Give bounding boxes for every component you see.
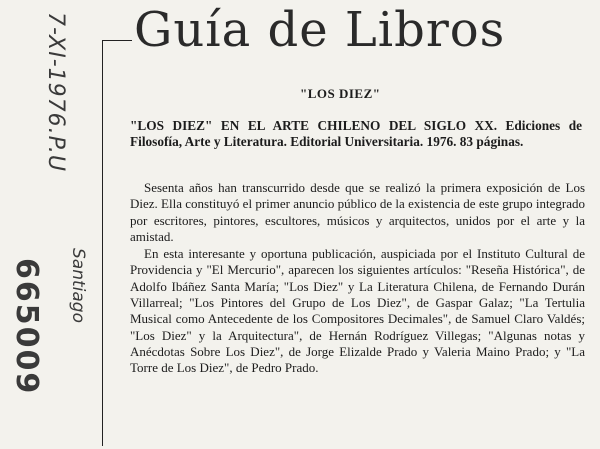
handwritten-place: Santiago (68, 248, 88, 323)
column-masthead: Guía de Libros (134, 2, 506, 58)
book-reference-heading: "LOS DIEZ" EN EL ARTE CHILENO DEL SIGLO XX. Ediciones de Filosofía, Arte y Literatura. Editorial Universitaria. 1976. 83 páginas. (130, 118, 582, 149)
article-body (130, 180, 585, 377)
handwritten-catalog-number: 665009 (9, 258, 44, 396)
section-title: "LOS DIEZ" (300, 86, 381, 101)
handwritten-date: 7-XI-1976.P.U (43, 12, 68, 172)
article-paragraph: Sesenta años han transcurrido desde que se realizó la primera exposición de Los Diez. Ella constituyó el primer anuncio público de la existencia de este grupo integrado por escritores, pintores, escultores, músicos y arquitectos, unidos por el arte y la amistad. (130, 180, 585, 244)
article-paragraph: En esta interesante y oportuna publicación, auspiciada por el Instituto Cultural de Providencia y "El Mercurio", aparecen los siguientes artículos: "Reseña Histórica", de Adolfo Ibáñez Santa María; "Los Diez" y La Literatura Chilena, de Fernando Durán Villarreal; "Los Pintores del Grupo de Los Diez", de Gaspar Galaz; "La Tertulia Musical como Antecedente de los Compositores Decimales", de Samuel Claro Valdés; "Los Diez" y la Arquitectura", de Hernán Rodríguez Villegas; "Algunas notas y Anécdotas Sobre Los Diez", de Jorge Elizalde Prado y Valeria Maino Prado; y "La Torre de Los Diez", de Pedro Prado. (130, 246, 585, 376)
frame-left-rule (102, 40, 103, 446)
frame-top-rule (102, 40, 132, 41)
